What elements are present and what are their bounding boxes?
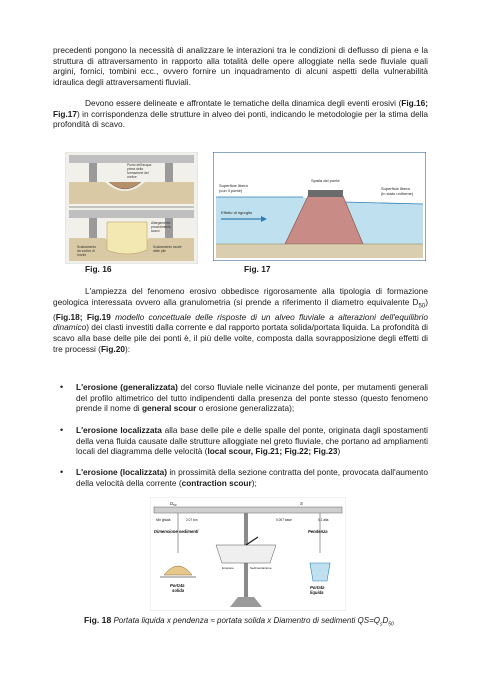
figure-17-drawing xyxy=(213,152,426,261)
p3-text-d: ): xyxy=(124,343,131,354)
bullet-dot: • xyxy=(60,382,64,392)
fig17-caption: Fig. 17 xyxy=(244,264,271,274)
fig18-label-val1: 2.07 ton xyxy=(186,518,198,522)
fig18-label-s: S xyxy=(300,501,303,506)
fig16-label-c3: monte xyxy=(77,253,87,257)
fig16-label-a2: prima della xyxy=(127,167,144,171)
p3-text-a: L'ampiezza del fenomeno erosivo obbedisce rigorosamente alla tipologia di formazione geologica interessata ovvero alla granulometria (si prende a riferimento il diametro equivalente D xyxy=(53,286,428,307)
fig16-caption: Fig. 16 xyxy=(85,264,112,274)
bullet-general-scour xyxy=(60,382,428,414)
paragraph-intro xyxy=(53,45,428,87)
fig16-label-c1: Scalzamento xyxy=(77,245,97,249)
fig16-label-b2: procedimento xyxy=(151,225,171,229)
bullet-local-scour xyxy=(60,425,428,457)
p3-text-b: ) ( xyxy=(53,296,428,322)
paragraph-intro-text: precedenti pongono la necessità di analizzare le interazioni tra le condizioni di deflusso di piena e la struttura di attraversamento in rapporto alla totalità delle opere alloggiate nella sede fluviale quali argini, fornici, tombini ecc., ovvero fornire un inquadramento di alcuni aspetti della vulnerabilità idraulica degli attraversamenti fluviali. xyxy=(53,45,428,87)
p3-text-c: ) dei clasti investiti dalla corrente e dal rapporto portata solida/portata liquida. La profondità di scavo alla base delle pile dei ponti è, il più delle volte, composta dalla sovrapposizione degli effetti di tre processi ( xyxy=(53,322,428,354)
fig17-label-surface1: Superficie libera xyxy=(219,183,248,188)
fig16-label-b3: scavo xyxy=(151,229,160,233)
paragraph-scour-processes xyxy=(53,286,428,354)
fig17-label-surface2b: (in stato uniforme) xyxy=(381,191,414,196)
fig18-label-sediment-size: Dimensione sedimenti xyxy=(154,529,199,534)
fig18-label-val2: 0.007 base xyxy=(276,518,292,522)
fig18-label-erosion: Erosione xyxy=(222,566,234,570)
figure-17 xyxy=(213,152,426,261)
fig16-label-a4: vortice xyxy=(127,175,137,179)
fig16-label-d2: delle pile xyxy=(153,249,167,253)
fig18-label-liquid1: Portata xyxy=(310,585,325,590)
fig16-label-c2: da vortice di xyxy=(77,249,95,253)
p3-subscript: 50 xyxy=(418,303,426,310)
bullet-text: L'erosione (localizzata) in prossimità della sezione contratta del ponte, provocata dall'aumento della velocità della corrente (contraction scour); xyxy=(76,467,428,488)
fig18-label-sedimentation: Sedimentazione xyxy=(250,566,272,570)
p3-italic: modello concettuale delle risposte di un alveo fluviale a alterazioni dell'equilibrio dinamico xyxy=(53,311,428,333)
bullet-contraction-scour xyxy=(60,467,428,488)
fig18-label-slope: Pendenza xyxy=(308,529,328,534)
figure-16 xyxy=(65,152,198,264)
fig17-label-abutment: Spalla del ponte xyxy=(311,178,340,183)
fig16-label-a3: formazione del xyxy=(127,171,149,175)
fig18-label-liquid2: liquida xyxy=(310,590,324,595)
paragraph-erosion-topics xyxy=(53,98,428,130)
bullet-text: L'erosione localizzata alla base delle pile e delle spalle del ponte, originata dagli spostamenti della vena fluida causate dalle strutture alloggiate nel greto fluviale, che portano ad ampliamenti locali del diagramma delle velocità (local scour, Fig.21; Fig.22; Fig.23) xyxy=(76,425,428,457)
fig18-label-solid1: Portata xyxy=(170,583,185,588)
fig16-label-a1: Punto dell'acqua xyxy=(127,163,152,167)
figure-reference: Fig.20 xyxy=(100,343,125,354)
fig18-caption-sub2: 50 xyxy=(388,621,394,628)
figure-18-drawing xyxy=(150,497,346,611)
fig18-label-d50: $D_{50}$ xyxy=(170,501,177,507)
fig18-label-solid2: solida xyxy=(172,588,185,593)
fig18-label-gravel: Mix ghiaia xyxy=(156,518,171,522)
figure-18 xyxy=(150,497,346,611)
fig18-caption-label: Fig. 18 xyxy=(84,615,112,625)
figure-reference: Fig.16; Fig.17 xyxy=(53,98,428,119)
fig18-label-val3: 0.1 alta xyxy=(318,518,329,522)
figure-reference: Fig.18; Fig.19 xyxy=(55,311,111,322)
fig17-label-surface1b: (con il ponte) xyxy=(219,188,243,193)
fig18-caption xyxy=(84,615,394,628)
fig18-caption-text: Portata liquida x pendenza ≈ portata solida x Diamentro di sedimenti QS=Q xyxy=(111,616,380,625)
bullet-dot: • xyxy=(60,425,64,435)
fig17-label-backwater: Effetto di rigurgito xyxy=(221,210,253,215)
figure-16-drawing xyxy=(65,152,198,264)
p2-text-a: Devono essere delineate e affrontate le tematiche della dinamica degli eventi erosivi ( xyxy=(85,98,402,108)
bullet-text: L'erosione (generalizzata) del corso fluviale nelle vicinanze del ponte, per mutamenti generali del profilo altimetrico del tutto indipendenti dalla presenza del ponte stesso (questo fenomeno prende il nome di general scour o erosione generalizzata); xyxy=(76,382,429,414)
bullet-dot: • xyxy=(60,467,64,477)
p2-text-b: ) in corrispondenza delle strutture in alveo dei ponti, indicando le metodologie per la stima della profondità di scavo. xyxy=(53,108,428,130)
fig16-label-d1: Scalzamento locale xyxy=(153,245,182,249)
fig18-caption-tail: D xyxy=(382,616,389,625)
fig16-label-b1: Allargamento xyxy=(151,221,171,225)
fig17-label-surface2: Superficie libera xyxy=(381,186,410,191)
fig18-caption-sub1: s xyxy=(380,621,383,628)
